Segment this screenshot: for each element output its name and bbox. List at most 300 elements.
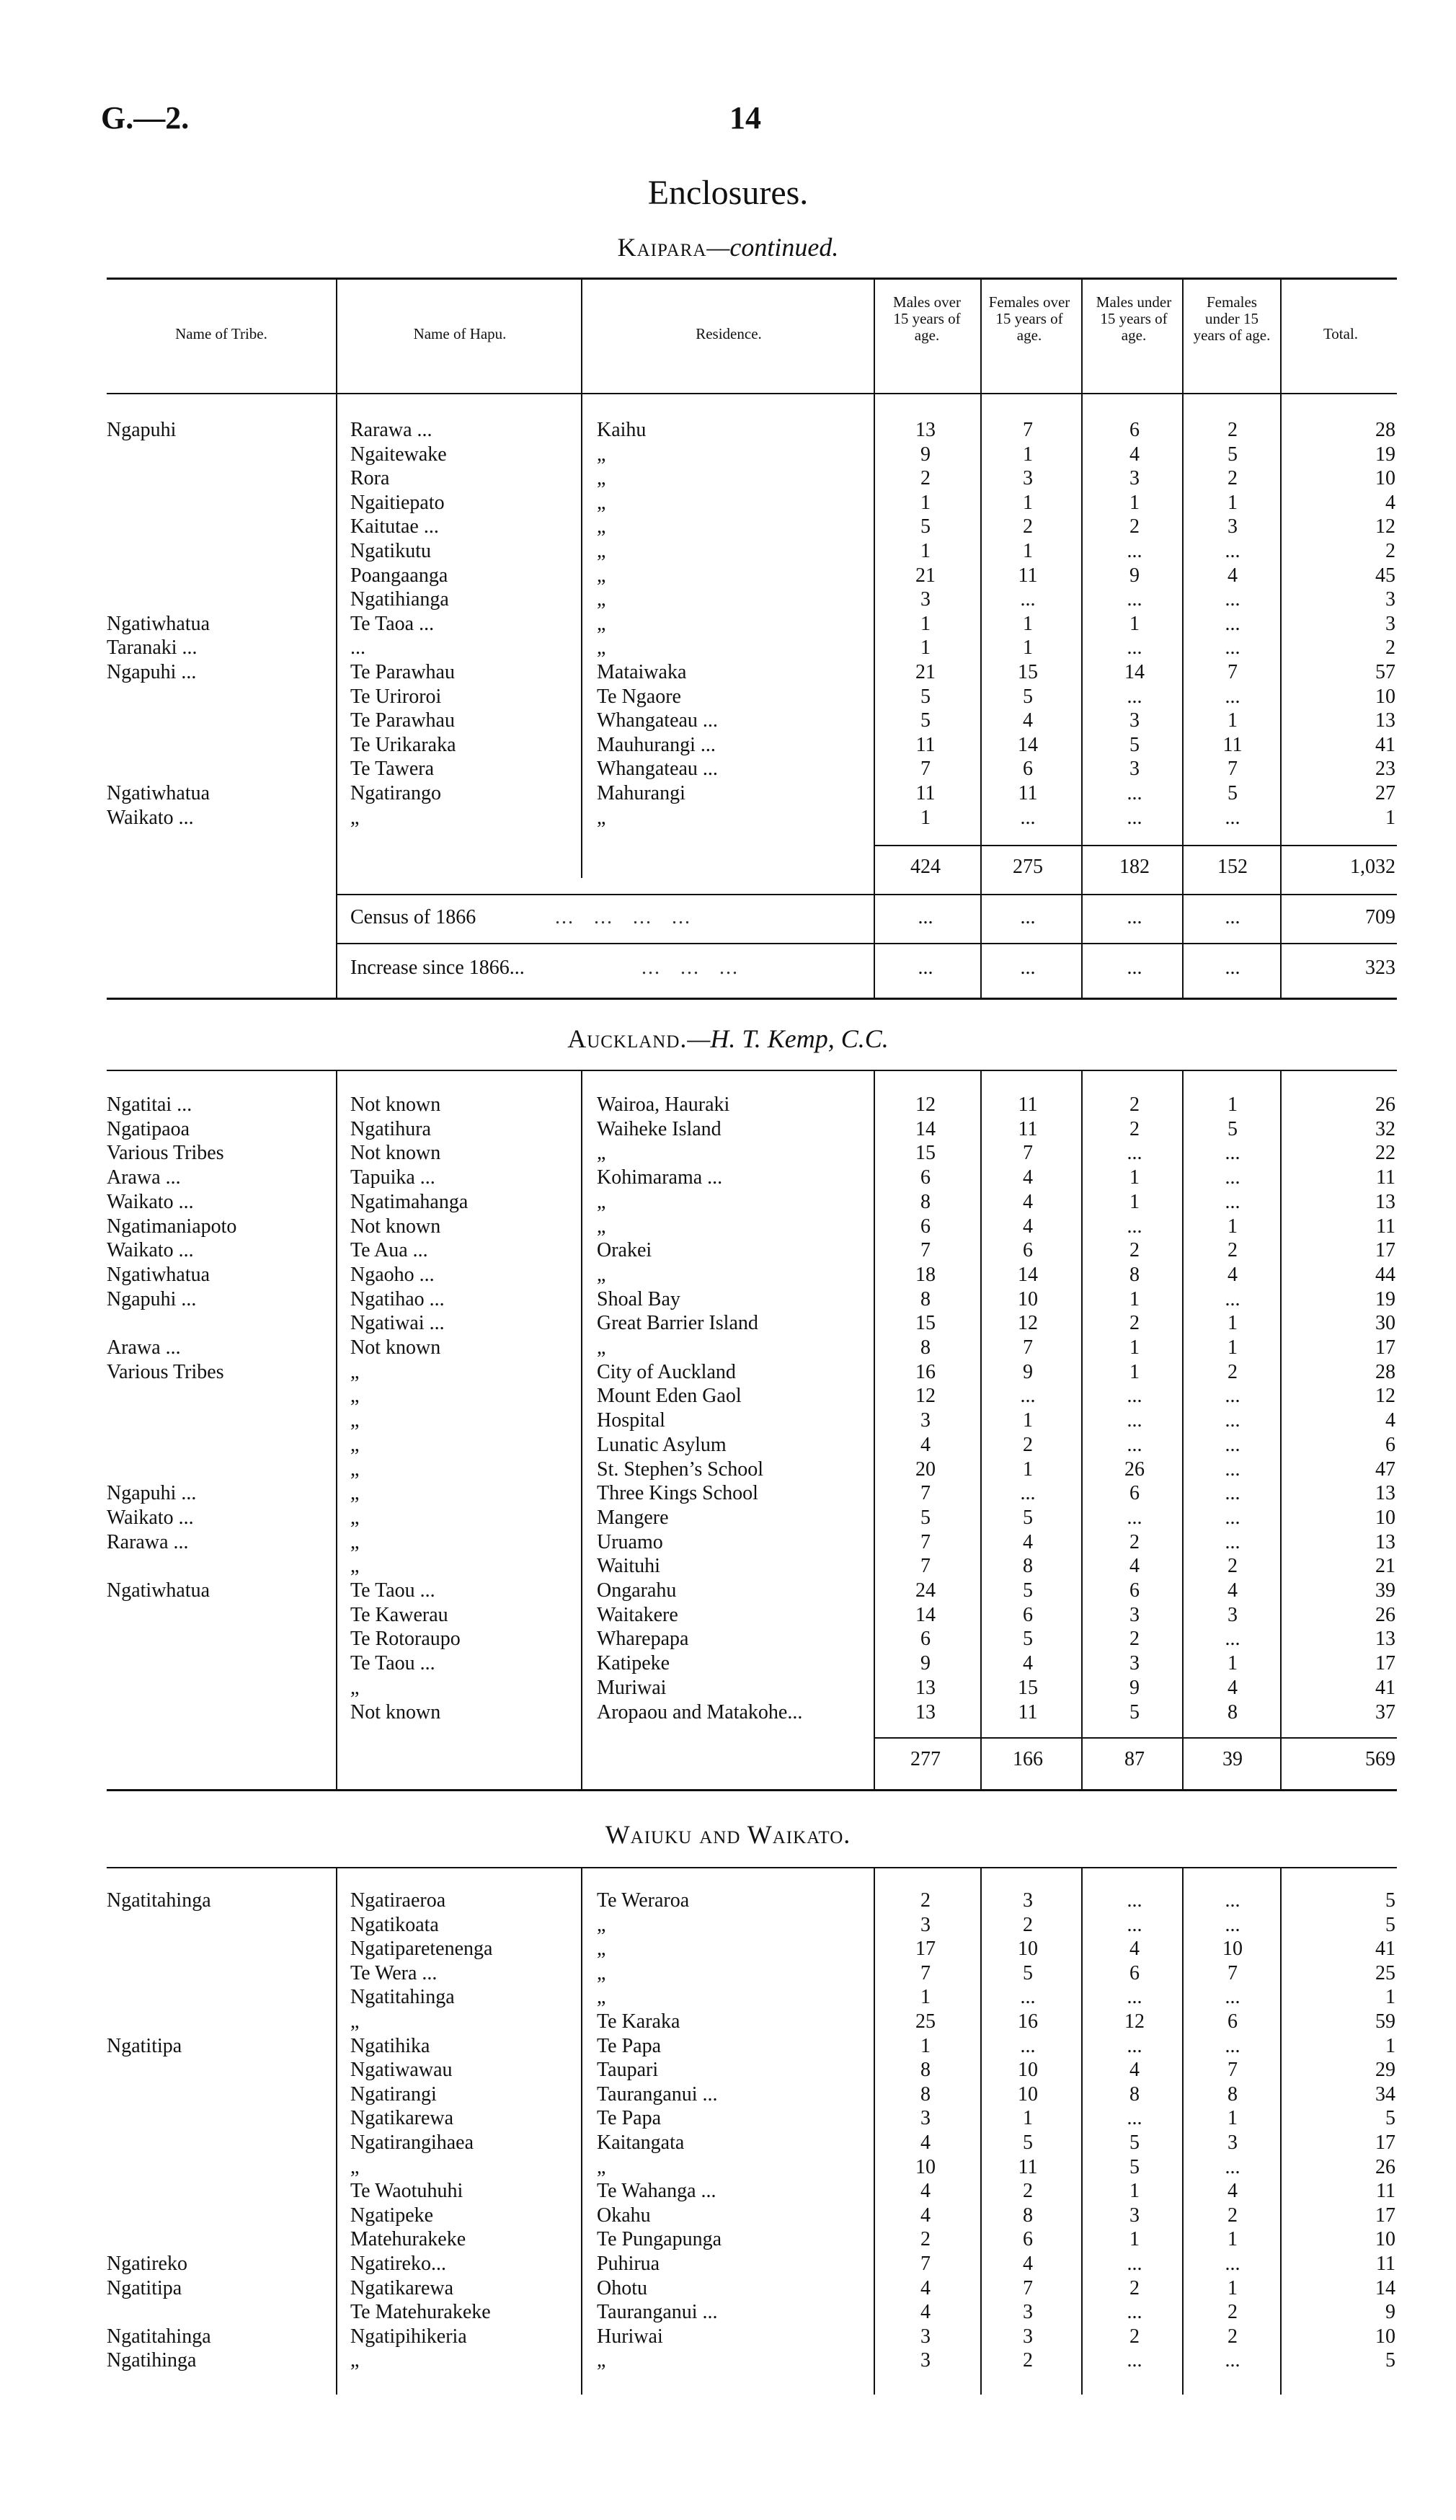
waiuku-cell-females-over-15: 10 xyxy=(1018,2059,1038,2081)
auckland-cell-males-over-15: 4 xyxy=(920,1434,931,1456)
auckland-cell-hapu: Ngatiwai ... xyxy=(350,1312,445,1334)
kaipara-cell-total-value: 28 xyxy=(1375,419,1395,441)
auckland-cell-males-over-15: 6 xyxy=(920,1628,931,1650)
kaipara-cell-females-under-15: 1 xyxy=(1228,709,1238,732)
waiuku-cell-tribe xyxy=(107,2155,330,2179)
waiuku-cell-hapu: Ngatipihikeria xyxy=(350,2325,467,2348)
kaipara-cell-total-value: 3 xyxy=(1385,588,1395,611)
waiuku-cell-tribe xyxy=(107,1913,330,1937)
kaipara-increase-rule xyxy=(336,943,1397,944)
kaipara-cell-hapu: Ngatikutu xyxy=(350,540,431,562)
waiuku-cell-females-under-15: 7 xyxy=(1228,2059,1238,2081)
kaipara-cell-females-under-15: ... xyxy=(1225,540,1240,562)
auckland-cell-tribe: Arawa ... xyxy=(107,1166,181,1189)
auckland-cell-tribe: Various Tribes xyxy=(107,1361,224,1383)
census-1866-total xyxy=(1286,905,1395,929)
auckland-cell-tribe: Ngapuhi ... xyxy=(107,1288,197,1310)
kaipara-cell-males-over-15: 1 xyxy=(920,636,931,659)
waiuku-cell-males-over-15: 17 xyxy=(915,1938,936,1960)
kaipara-cell-males-over-15: 1 xyxy=(920,613,931,635)
waiuku-cell-females-over-15: 5 xyxy=(1023,2131,1033,2154)
waiuku-cell-males-over-15: 1 xyxy=(920,1986,931,2008)
auckland-cell-total-value: 17 xyxy=(1375,1336,1395,1359)
auckland-cell-total xyxy=(1286,1190,1395,1214)
col-header-females-under-15: Females under 15 years of age. xyxy=(1193,293,1271,344)
auckland-cell-total xyxy=(1286,1263,1395,1287)
auckland-cell-hapu: „ xyxy=(350,1531,360,1553)
auckland-cell-males-under-15: 6 xyxy=(1129,1579,1140,1602)
kaipara-cell-females-under-15: 2 xyxy=(1228,467,1238,489)
kaipara-cell-females-under-15: 1 xyxy=(1228,492,1238,514)
kaipara-cell-females-under-15: 7 xyxy=(1228,758,1238,780)
auckland-cell-residence: Lunatic Asylum xyxy=(597,1434,727,1456)
kaipara-cell-females-under-15: 5 xyxy=(1228,782,1238,804)
auckland-cell-residence: „ xyxy=(597,1142,606,1164)
auckland-cell-tribe xyxy=(107,1384,330,1408)
auckland-cell-males-over-15: 12 xyxy=(915,1385,936,1407)
kaipara-cell-males-over-15: 13 xyxy=(915,419,936,441)
auckland-cell-tribe: Ngatipaoa xyxy=(107,1118,190,1140)
auckland-cell-females-under-15: ... xyxy=(1225,1482,1240,1504)
auckland-cell-females-over-15: ... xyxy=(1020,1385,1036,1407)
auckland-cell-total xyxy=(1286,1360,1395,1384)
waiuku-cell-hapu: Ngatiraeroa xyxy=(350,1889,446,1912)
auckland-cell-males-over-15: 13 xyxy=(915,1677,936,1699)
waiuku-heading: Waiuku and Waikato. xyxy=(605,1820,851,1849)
auckland-cell-total-value: 13 xyxy=(1375,1482,1395,1504)
waiuku-cell-males-over-15: 7 xyxy=(920,2253,931,2275)
kaipara-cell-tribe xyxy=(107,685,330,709)
waiuku-cell-females-under-15: 4 xyxy=(1228,2180,1238,2202)
auckland-cell-females-under-15: 4 xyxy=(1228,1579,1238,1602)
auckland-cell-total xyxy=(1286,1166,1395,1189)
auckland-cell-hapu: Te Aua ... xyxy=(350,1239,428,1261)
col-header-residence: Residence. xyxy=(696,325,762,342)
waiuku-cell-hapu: Ngatikarewa xyxy=(350,2107,454,2129)
kaipara-cell-residence: Kaihu xyxy=(597,419,647,441)
vline-auckland-mu xyxy=(1182,1071,1184,1789)
auckland-cell-females-over-15: 4 xyxy=(1023,1166,1033,1189)
increase-females-over-15: ... xyxy=(1020,957,1036,979)
auckland-cell-hapu: Tapuika ... xyxy=(350,1166,435,1189)
auckland-cell-females-under-15: 8 xyxy=(1228,1701,1238,1723)
waiuku-cell-hapu: „ xyxy=(350,2349,360,2372)
waiuku-cell-total xyxy=(1286,2348,1395,2372)
kaipara-cell-tribe xyxy=(107,466,330,490)
vline-kaipara-res xyxy=(874,280,875,998)
kaipara-cell-males-over-15: 5 xyxy=(920,515,931,538)
waiuku-cell-females-under-15: 2 xyxy=(1228,2325,1238,2348)
auckland-cell-females-over-15: 11 xyxy=(1018,1118,1038,1140)
waiuku-cell-males-under-15: 4 xyxy=(1129,1938,1140,1960)
waiuku-cell-tribe xyxy=(107,2058,330,2082)
waiuku-cell-males-over-15: 4 xyxy=(920,2180,931,2202)
auckland-cell-males-over-15: 8 xyxy=(920,1191,931,1213)
waiuku-cell-males-under-15: 3 xyxy=(1129,2204,1140,2227)
auckland-total-males-under-15: 87 xyxy=(1124,1748,1145,1770)
waiuku-cell-total-value: 1 xyxy=(1385,2035,1395,2057)
kaipara-cell-males-under-15: 1 xyxy=(1129,613,1140,635)
waiuku-cell-tribe: Ngatireko xyxy=(107,2253,187,2275)
waiuku-cell-females-over-15: 8 xyxy=(1023,2204,1033,2227)
auckland-cell-males-over-15: 7 xyxy=(920,1531,931,1553)
increase-leader-dots: ... ... ... xyxy=(642,957,739,979)
waiuku-cell-females-over-15: 2 xyxy=(1023,1914,1033,1936)
auckland-cell-males-under-15: 1 xyxy=(1129,1191,1140,1213)
waiuku-cell-total xyxy=(1286,2252,1395,2276)
auckland-cell-residence: Uruamo xyxy=(597,1531,663,1553)
auckland-cell-hapu: Ngaoho ... xyxy=(350,1264,435,1286)
waiuku-cell-females-under-15: 3 xyxy=(1228,2131,1238,2154)
auckland-cell-residence: Waituhi xyxy=(597,1555,660,1577)
waiuku-cell-residence: „ xyxy=(597,1962,606,1984)
auckland-cell-hapu: „ xyxy=(350,1482,360,1504)
kaipara-cell-males-under-15: 1 xyxy=(1129,492,1140,514)
increase-males-over-15: ... xyxy=(918,957,933,979)
kaipara-cell-hapu: Ngaitiepato xyxy=(350,492,445,514)
auckland-cell-total-value: 13 xyxy=(1375,1531,1395,1553)
waiuku-cell-females-under-15: 1 xyxy=(1228,2277,1238,2299)
auckland-cell-males-over-15: 9 xyxy=(920,1652,931,1674)
waiuku-cell-males-under-15: ... xyxy=(1127,2301,1142,2323)
auckland-cell-females-under-15: 4 xyxy=(1228,1264,1238,1286)
auckland-cell-total xyxy=(1286,1408,1395,1432)
waiuku-cell-males-under-15: 6 xyxy=(1129,1962,1140,1984)
waiuku-cell-residence: Te Wahanga ... xyxy=(597,2180,716,2202)
auckland-cell-residence: „ xyxy=(597,1264,606,1286)
kaipara-cell-total-value: 10 xyxy=(1375,467,1395,489)
kaipara-cell-total-value: 2 xyxy=(1385,636,1395,659)
waiuku-cell-males-over-15: 3 xyxy=(920,2349,931,2372)
waiuku-cell-tribe xyxy=(107,2010,330,2033)
kaipara-cell-females-under-15: 3 xyxy=(1228,515,1238,538)
waiuku-cell-hapu: Ngatipeke xyxy=(350,2204,434,2227)
census-females-under-15: ... xyxy=(1225,906,1240,928)
kaipara-cell-total xyxy=(1286,709,1395,732)
auckland-cell-hapu: Te Rotoraupo xyxy=(350,1628,461,1650)
auckland-cell-total-value: 4 xyxy=(1385,1409,1395,1432)
kaipara-cell-hapu: Ngaitewake xyxy=(350,443,447,466)
kaipara-cell-females-under-15: 4 xyxy=(1228,564,1238,587)
kaipara-cell-total xyxy=(1286,757,1395,781)
auckland-bottom-rule xyxy=(107,1789,1397,1791)
auckland-cell-hapu: „ xyxy=(350,1458,360,1481)
waiuku-cell-males-over-15: 1 xyxy=(920,2035,931,2057)
kaipara-cell-residence: „ xyxy=(597,492,606,514)
kaipara-cell-tribe xyxy=(107,491,330,515)
auckland-cell-total-value: 13 xyxy=(1375,1191,1395,1213)
waiuku-cell-total xyxy=(1286,2227,1395,2251)
waiuku-cell-females-over-15: 11 xyxy=(1018,2156,1038,2178)
auckland-total-females-over-15: 166 xyxy=(1013,1748,1043,1770)
waiuku-cell-males-under-15: 2 xyxy=(1129,2325,1140,2348)
auckland-cell-males-under-15: 2 xyxy=(1129,1531,1140,1553)
vline-kaipara-m15 xyxy=(980,280,982,998)
auckland-cell-tribe: Waikato ... xyxy=(107,1239,194,1261)
waiuku-cell-females-under-15: 7 xyxy=(1228,1962,1238,1984)
waiuku-cell-males-over-15: 8 xyxy=(920,2059,931,2081)
waiuku-cell-females-over-15: 4 xyxy=(1023,2253,1033,2275)
auckland-cell-total-value: 12 xyxy=(1375,1385,1395,1407)
auckland-cell-tribe: Ngatitai ... xyxy=(107,1093,192,1116)
vline-auckland-fu xyxy=(1280,1071,1282,1789)
waiuku-cell-total xyxy=(1286,2325,1395,2348)
auckland-cell-males-under-15: 3 xyxy=(1129,1604,1140,1626)
col-header-tribe: Name of Tribe. xyxy=(175,325,267,342)
auckland-cell-total-value: 39 xyxy=(1375,1579,1395,1602)
kaipara-cell-tribe xyxy=(107,733,330,757)
auckland-cell-residence: „ xyxy=(597,1336,606,1359)
waiuku-cell-total-value: 5 xyxy=(1385,2107,1395,2129)
waiuku-cell-hapu: Ngatiparetenenga xyxy=(350,1938,493,1960)
vline-auckland-f15 xyxy=(1081,1071,1083,1789)
kaipara-cell-females-over-15: 5 xyxy=(1023,686,1033,708)
auckland-cell-hapu: Te Taou ... xyxy=(350,1579,435,1602)
auckland-cell-females-under-15: ... xyxy=(1225,1288,1240,1310)
auckland-cell-females-over-15: 6 xyxy=(1023,1239,1033,1261)
auckland-cell-residence: Three Kings School xyxy=(597,1482,758,1504)
kaipara-cell-males-under-15: ... xyxy=(1127,782,1142,804)
waiuku-cell-tribe: Ngatitipa xyxy=(107,2035,182,2057)
col-header-total: Total. xyxy=(1323,325,1359,342)
auckland-cell-males-over-15: 7 xyxy=(920,1239,931,1261)
waiuku-cell-total-value: 59 xyxy=(1375,2010,1395,2033)
kaipara-cell-total xyxy=(1286,587,1395,611)
kaipara-census-rule xyxy=(336,894,1397,895)
auckland-cell-males-over-15: 12 xyxy=(915,1093,936,1116)
kaipara-cell-males-under-15: ... xyxy=(1127,540,1142,562)
kaipara-cell-males-under-15: 9 xyxy=(1129,564,1140,587)
auckland-cell-hapu: Not known xyxy=(350,1701,441,1723)
kaipara-cell-residence: „ xyxy=(597,613,606,635)
auckland-cell-hapu: Not known xyxy=(350,1215,441,1238)
kaipara-cell-tribe: Taranaki ... xyxy=(107,636,197,659)
waiuku-cell-males-under-15: 1 xyxy=(1129,2228,1140,2250)
auckland-cell-females-over-15: 12 xyxy=(1018,1312,1038,1334)
waiuku-cell-total xyxy=(1286,2155,1395,2179)
auckland-cell-total-value: 44 xyxy=(1375,1264,1395,1286)
auckland-cell-females-over-15: 8 xyxy=(1023,1555,1033,1577)
waiuku-cell-tribe xyxy=(107,1961,330,1985)
kaipara-cell-males-over-15: 3 xyxy=(920,588,931,611)
waiuku-cell-females-over-15: 2 xyxy=(1023,2180,1033,2202)
auckland-cell-males-over-15: 13 xyxy=(915,1701,936,1723)
auckland-cell-total-value: 30 xyxy=(1375,1312,1395,1334)
auckland-cell-hapu: „ xyxy=(350,1555,360,1577)
kaipara-cell-females-over-15: 6 xyxy=(1023,758,1033,780)
auckland-cell-total-value: 6 xyxy=(1385,1434,1395,1456)
kaipara-cell-males-over-15: 1 xyxy=(920,807,931,829)
auckland-cell-males-over-15: 7 xyxy=(920,1555,931,1577)
kaipara-cell-males-over-15: 21 xyxy=(915,661,936,683)
waiuku-cell-males-under-15: ... xyxy=(1127,2107,1142,2129)
kaipara-cell-females-over-15: 2 xyxy=(1023,515,1033,538)
kaipara-cell-total-value: 4 xyxy=(1385,492,1395,514)
kaipara-cell-residence: „ xyxy=(597,515,606,538)
waiuku-cell-total-value: 29 xyxy=(1375,2059,1395,2081)
kaipara-cell-females-over-15: 1 xyxy=(1023,443,1033,466)
auckland-cell-males-under-15: 2 xyxy=(1129,1628,1140,1650)
kaipara-cell-hapu: Te Tawera xyxy=(350,758,435,780)
waiuku-cell-females-over-15: 3 xyxy=(1023,2325,1033,2348)
auckland-cell-residence: Wharepapa xyxy=(597,1628,689,1650)
auckland-cell-females-under-15: 1 xyxy=(1228,1312,1238,1334)
col-header-females-over-15: Females over 15 years of age. xyxy=(988,293,1070,344)
auckland-cell-hapu: Ngatimahanga xyxy=(350,1191,469,1213)
waiuku-cell-tribe: Ngatitahinga xyxy=(107,1889,211,1912)
col-header-males-over-15: Males over 15 years of age. xyxy=(893,293,961,344)
vline-auckland-tribe xyxy=(336,1071,337,1789)
page-number: 14 xyxy=(729,100,761,136)
kaipara-cell-total-value: 1 xyxy=(1385,807,1395,829)
auckland-cell-females-under-15: ... xyxy=(1225,1628,1240,1650)
auckland-cell-residence: Orakei xyxy=(597,1239,652,1261)
auckland-cell-tribe xyxy=(107,1676,330,1700)
auckland-cell-tribe xyxy=(107,1311,330,1335)
auckland-cell-females-over-15: 14 xyxy=(1018,1264,1038,1286)
auckland-cell-tribe xyxy=(107,1651,330,1675)
waiuku-cell-hapu: Ngatirangi xyxy=(350,2083,437,2106)
waiuku-cell-total-value: 25 xyxy=(1375,1962,1395,1984)
kaipara-total-females-over-15: 275 xyxy=(1013,856,1043,878)
waiuku-cell-total xyxy=(1286,2106,1395,2130)
waiuku-cell-females-under-15: ... xyxy=(1225,1986,1240,2008)
auckland-cell-total xyxy=(1286,1554,1395,1578)
auckland-cell-total-value: 11 xyxy=(1376,1166,1395,1189)
auckland-cell-residence: Great Barrier Island xyxy=(597,1312,758,1334)
auckland-cell-males-over-15: 8 xyxy=(920,1288,931,1310)
auckland-cell-total xyxy=(1286,1141,1395,1165)
waiuku-cell-residence: „ xyxy=(597,1938,606,1960)
waiuku-cell-residence: Te Pungapunga xyxy=(597,2228,722,2250)
auckland-cell-total-value: 28 xyxy=(1375,1361,1395,1383)
waiuku-cell-residence: Taupari xyxy=(597,2059,659,2081)
waiuku-cell-total xyxy=(1286,1913,1395,1937)
kaipara-cell-residence: Mataiwaka xyxy=(597,661,687,683)
waiuku-cell-total xyxy=(1286,2276,1395,2300)
waiuku-cell-total xyxy=(1286,2034,1395,2058)
auckland-cell-residence: City of Auckland xyxy=(597,1361,736,1383)
kaipara-cell-tribe: Ngapuhi ... xyxy=(107,661,197,683)
auckland-cell-males-over-15: 18 xyxy=(915,1264,936,1286)
kaipara-cell-males-over-15: 5 xyxy=(920,709,931,732)
kaipara-total-females-under-15: 152 xyxy=(1217,856,1248,878)
vline-waiuku-fu xyxy=(1280,1868,1282,2395)
kaipara-cell-total xyxy=(1286,636,1395,660)
auckland-cell-males-under-15: 1 xyxy=(1129,1166,1140,1189)
kaipara-cell-residence: Mahurangi xyxy=(597,782,685,804)
auckland-cell-females-under-15: 2 xyxy=(1228,1361,1238,1383)
vline-kaipara-f15 xyxy=(1081,280,1083,998)
waiuku-cell-males-over-15: 8 xyxy=(920,2083,931,2106)
kaipara-cell-males-under-15: ... xyxy=(1127,807,1142,829)
kaipara-cell-males-under-15: 4 xyxy=(1129,443,1140,466)
auckland-sum-rule xyxy=(874,1737,1397,1739)
auckland-cell-tribe: Ngatiwhatua xyxy=(107,1264,210,1286)
waiuku-cell-tribe xyxy=(107,2300,330,2324)
kaipara-cell-females-over-15: ... xyxy=(1020,807,1036,829)
waiuku-cell-hapu: Ngatikarewa xyxy=(350,2277,454,2299)
auckland-cell-total xyxy=(1286,1458,1395,1481)
waiuku-cell-males-under-15: ... xyxy=(1127,1889,1142,1912)
kaipara-cell-tribe xyxy=(107,443,330,466)
waiuku-cell-total xyxy=(1286,2131,1395,2155)
kaipara-cell-males-under-15: 5 xyxy=(1129,734,1140,756)
waiuku-cell-females-under-15: 1 xyxy=(1228,2107,1238,2129)
kaipara-cell-total-value: 57 xyxy=(1375,661,1395,683)
waiuku-cell-residence: Tauranganui ... xyxy=(597,2301,718,2323)
kaipara-cell-males-under-15: 3 xyxy=(1129,758,1140,780)
auckland-cell-females-under-15: 1 xyxy=(1228,1093,1238,1116)
kaipara-cell-residence: Te Ngaore xyxy=(597,686,681,708)
waiuku-cell-residence: „ xyxy=(597,2349,606,2372)
kaipara-cell-residence: „ xyxy=(597,467,606,489)
auckland-cell-hapu: Not known xyxy=(350,1336,441,1359)
page-reference: G.—2. xyxy=(101,100,190,136)
kaipara-cell-males-over-15: 1 xyxy=(920,492,931,514)
kaipara-cell-hapu: Poangaanga xyxy=(350,564,448,587)
kaipara-cell-residence: „ xyxy=(597,636,606,659)
auckland-cell-males-under-15: 2 xyxy=(1129,1118,1140,1140)
waiuku-cell-hapu: Ngatiwawau xyxy=(350,2059,453,2081)
auckland-cell-tribe xyxy=(107,1700,330,1724)
waiuku-cell-hapu: Ngatitahinga xyxy=(350,1986,455,2008)
kaipara-cell-females-over-15: 11 xyxy=(1018,782,1038,804)
kaipara-cell-males-under-15: 3 xyxy=(1129,467,1140,489)
kaipara-cell-females-over-15: 3 xyxy=(1023,467,1033,489)
waiuku-cell-tribe xyxy=(107,2227,330,2251)
auckland-cell-total-value: 32 xyxy=(1375,1118,1395,1140)
auckland-cell-tribe xyxy=(107,1627,330,1651)
table-top-rule xyxy=(107,278,1397,280)
waiuku-cell-females-over-15: 3 xyxy=(1023,2301,1033,2323)
waiuku-cell-females-under-15: ... xyxy=(1225,2253,1240,2275)
waiuku-cell-total-value: 11 xyxy=(1376,2253,1395,2275)
auckland-cell-females-over-15: ... xyxy=(1020,1482,1036,1504)
waiuku-cell-females-under-15: 1 xyxy=(1228,2228,1238,2250)
kaipara-cell-residence: Mauhurangi ... xyxy=(597,734,716,756)
auckland-cell-males-over-15: 3 xyxy=(920,1409,931,1432)
vline-waiuku-mu xyxy=(1182,1868,1184,2395)
auckland-cell-residence: Katipeke xyxy=(597,1652,670,1674)
waiuku-cell-tribe: Ngatihinga xyxy=(107,2349,197,2372)
auckland-cell-residence: Mangere xyxy=(597,1507,669,1529)
auckland-cell-males-under-15: 1 xyxy=(1129,1288,1140,1310)
auckland-cell-females-under-15: ... xyxy=(1225,1142,1240,1164)
waiuku-cell-males-under-15: 4 xyxy=(1129,2059,1140,2081)
auckland-cell-males-over-15: 6 xyxy=(920,1166,931,1189)
vline-kaipara-fu xyxy=(1280,280,1282,998)
kaipara-sum-rule xyxy=(874,845,1397,846)
auckland-cell-males-under-15: ... xyxy=(1127,1434,1142,1456)
waiuku-cell-total xyxy=(1286,2300,1395,2324)
waiuku-cell-males-over-15: 10 xyxy=(915,2156,936,2178)
kaipara-cell-males-under-15: ... xyxy=(1127,636,1142,659)
waiuku-cell-males-over-15: 4 xyxy=(920,2301,931,2323)
waiuku-cell-residence: Ohotu xyxy=(597,2277,647,2299)
kaipara-cell-females-over-15: 7 xyxy=(1023,419,1033,441)
auckland-cell-males-over-15: 8 xyxy=(920,1336,931,1359)
col-header-males-under-15: Males under 15 years of age. xyxy=(1096,293,1172,344)
waiuku-cell-residence: „ xyxy=(597,2156,606,2178)
auckland-cell-hapu: „ xyxy=(350,1507,360,1529)
auckland-cell-females-over-15: 1 xyxy=(1023,1409,1033,1432)
kaipara-cell-total xyxy=(1286,466,1395,490)
kaipara-cell-total-value: 13 xyxy=(1375,709,1395,732)
auckland-cell-hapu: Not known xyxy=(350,1093,441,1116)
vline-kaipara-tribe xyxy=(336,280,337,998)
waiuku-cell-total-value: 10 xyxy=(1375,2325,1395,2348)
